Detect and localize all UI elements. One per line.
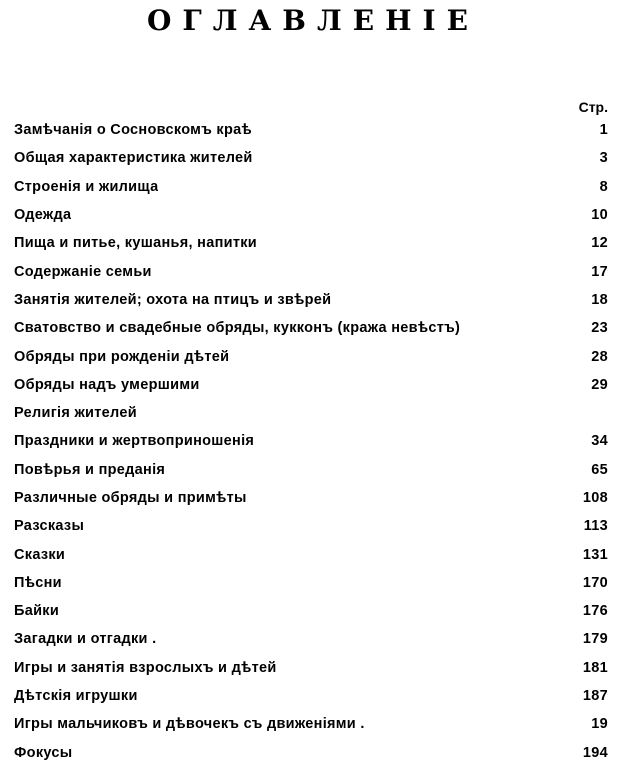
toc-entry bbox=[14, 229, 608, 257]
toc-entry-page: 1 bbox=[599, 122, 608, 139]
toc-entry bbox=[14, 540, 608, 568]
table-of-contents bbox=[14, 116, 608, 767]
toc-entry bbox=[14, 484, 608, 512]
toc-entry-title: Дѣтскія игрушки bbox=[14, 688, 138, 705]
toc-entry bbox=[14, 314, 608, 342]
toc-entry bbox=[14, 682, 608, 710]
toc-entry-page: 176 bbox=[582, 603, 608, 620]
toc-entry-page: 29 bbox=[591, 376, 608, 393]
toc-entry-page: 170 bbox=[582, 574, 608, 591]
toc-entry-page: 23 bbox=[591, 320, 608, 337]
toc-entry-page: 113 bbox=[583, 518, 608, 535]
toc-entry bbox=[14, 710, 608, 738]
toc-entry bbox=[14, 427, 608, 455]
page-column-label: Стр. bbox=[578, 99, 608, 115]
toc-entry-title: Разсказы bbox=[14, 518, 85, 535]
toc-entry-title: Обряды надъ умершими bbox=[14, 376, 200, 393]
toc-entry-title: Игры мальчиковъ и дѣвочекъ съ движеніями . bbox=[14, 716, 365, 733]
toc-entry-title: Пѣсни bbox=[14, 574, 62, 591]
toc-entry bbox=[14, 597, 608, 625]
toc-entry bbox=[14, 654, 608, 682]
toc-entry-title: Загадки и отгадки . bbox=[14, 631, 157, 648]
toc-entry-page: 65 bbox=[591, 461, 608, 478]
toc-entry bbox=[14, 399, 608, 427]
toc-entry-page: 3 bbox=[599, 150, 608, 167]
toc-entry-title: Содержаніе семьи bbox=[14, 263, 152, 280]
toc-entry bbox=[14, 625, 608, 653]
toc-entry-page: 187 bbox=[582, 688, 608, 705]
toc-entry-title: Сказки bbox=[14, 546, 66, 563]
toc-entry-page: 194 bbox=[582, 744, 608, 761]
toc-entry-page: 18 bbox=[591, 291, 608, 308]
toc-entry-page: 10 bbox=[591, 207, 608, 224]
toc-entry bbox=[14, 286, 608, 314]
toc-entry-title: Замѣчанія о Сосновскомъ краѣ bbox=[14, 122, 252, 139]
page-title: ОГЛАВЛЕНІЕ bbox=[147, 4, 479, 37]
toc-entry bbox=[14, 569, 608, 597]
toc-entry-title: Игры и занятія взрослыхъ и дѣтей bbox=[14, 659, 277, 676]
toc-entry-title: Одежда bbox=[14, 207, 72, 224]
toc-entry bbox=[14, 371, 608, 399]
toc-entry-title: Общая характеристика жителей bbox=[14, 150, 253, 167]
toc-entry-title: Праздники и жертвоприношенія bbox=[14, 433, 255, 450]
toc-entry-page: 131 bbox=[582, 546, 608, 563]
toc-entry-title: Различные обряды и примѣты bbox=[14, 490, 247, 506]
toc-entry bbox=[14, 512, 608, 540]
toc-entry-title: Обряды при рожденіи дѣтей bbox=[14, 348, 230, 365]
toc-entry-page: 8 bbox=[599, 178, 608, 195]
toc-entry-title: Байки bbox=[14, 603, 60, 620]
toc-entry-page: 181 bbox=[582, 659, 608, 676]
toc-entry-page: 179 bbox=[582, 631, 608, 648]
toc-entry bbox=[14, 342, 608, 370]
toc-entry bbox=[14, 257, 608, 285]
toc-entry bbox=[14, 116, 608, 144]
toc-entry bbox=[14, 456, 608, 484]
toc-entry bbox=[14, 173, 608, 201]
toc-entry-page: 12 bbox=[591, 235, 608, 252]
toc-entry bbox=[14, 201, 608, 229]
toc-entry-title: Религія жителей bbox=[14, 405, 137, 422]
toc-entry-title: Строенія и жилища bbox=[14, 178, 159, 195]
toc-entry-title: Пища и питье, кушанья, напитки bbox=[14, 235, 258, 252]
toc-entry-title: Сватовство и свадебные обряды, кукконъ (кража невѣстъ) bbox=[14, 320, 461, 337]
toc-entry-title: Занятія жителей; охота на птицъ и звѣрей bbox=[14, 291, 332, 308]
toc-entry-page: 108 bbox=[582, 490, 608, 506]
toc-entry-page: 28 bbox=[591, 348, 608, 365]
toc-entry-page: 19 bbox=[591, 716, 608, 733]
toc-entry bbox=[14, 144, 608, 172]
toc-entry bbox=[14, 739, 608, 767]
toc-entry-title: Фокусы bbox=[14, 744, 73, 761]
toc-entry-page: 34 bbox=[591, 433, 608, 450]
toc-entry-page: 17 bbox=[591, 263, 608, 280]
toc-entry-title: Повѣрья и преданія bbox=[14, 461, 166, 478]
